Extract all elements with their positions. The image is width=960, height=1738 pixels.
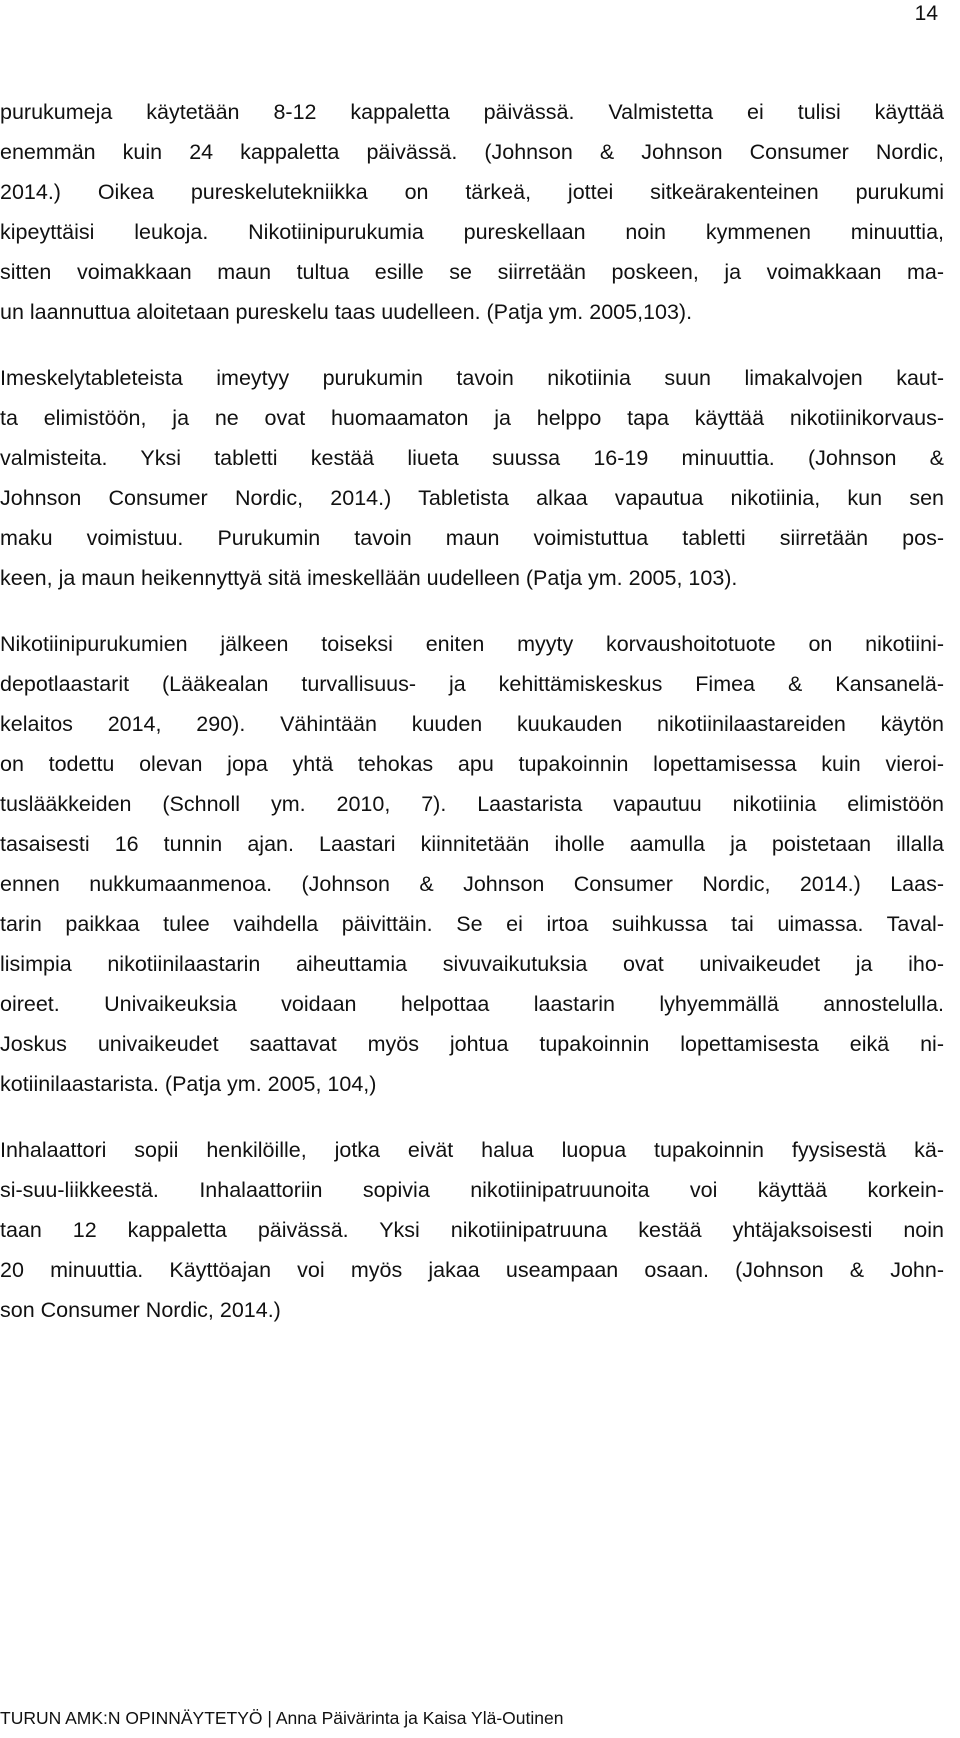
text-line: kipeyttäisi leukoja. Nikotiinipurukumia pureskellaan noin kymmenen minuuttia, (0, 220, 944, 244)
text-line: un laannuttua aloitetaan pureskelu taas uudelleen. (Patja ym. 2005,103). (0, 300, 693, 324)
text-line: oireet. Univaikeuksia voidaan helpottaa laastarin lyhyemmällä annostelulla. (0, 992, 944, 1016)
paragraph-patches (0, 624, 944, 1104)
paragraph-inhaler (0, 1130, 944, 1330)
text-line: Joskus univaikeudet saattavat myös johtua tupakoinnin lopettamisesta eikä ni- (0, 1032, 944, 1056)
text-line: ta elimistöön, ja ne ovat huomaamaton ja helppo tapa käyttää nikotiinikorvaus- (0, 406, 944, 430)
text-line: 20 minuuttia. Käyttöajan voi myös jakaa useampaan osaan. (Johnson & John- (0, 1258, 944, 1282)
text-line: on todettu olevan jopa yhtä tehokas apu tupakoinnin lopettamisessa kuin vieroi- (0, 752, 944, 776)
text-line: tasaisesti 16 tunnin ajan. Laastari kiinnitetään iholle aamulla ja poistetaan illalla (0, 832, 944, 856)
text-line: Johnson Consumer Nordic, 2014.) Tabletista alkaa vapautua nikotiinia, kun sen (0, 486, 944, 510)
text-line: valmisteita. Yksi tabletti kestää liueta suussa 16-19 minuuttia. (Johnson & (0, 446, 944, 470)
text-line: tarin paikkaa tulee vaihdella päivittäin. Se ei irtoa suihkussa tai uimassa. Taval- (0, 912, 944, 936)
text-line: enemmän kuin 24 kappaletta päivässä. (Johnson & Johnson Consumer Nordic, (0, 140, 944, 164)
text-line: kelaitos 2014, 290). Vähintään kuuden kuukauden nikotiinilaastareiden käytön (0, 712, 944, 736)
text-line: 2014.) Oikea pureskelutekniikka on tärkeä, jottei sitkeärakenteinen purukumi (0, 180, 944, 204)
body-text (0, 92, 944, 1356)
text-line: purukumeja käytetään 8-12 kappaletta päivässä. Valmistetta ei tulisi käyttää (0, 100, 944, 124)
text-line: keen, ja maun heikennyttyä sitä imeskellään uudelleen (Patja ym. 2005, 103). (0, 566, 738, 590)
text-line: tuslääkkeiden (Schnoll ym. 2010, 7). Laastarista vapautuu nikotiinia elimistöön (0, 792, 944, 816)
text-line: kotiinilaastarista. (Patja ym. 2005, 104,) (0, 1072, 377, 1096)
text-line: son Consumer Nordic, 2014.) (0, 1298, 281, 1322)
text-line: Inhalaattori sopii henkilöille, jotka eivät halua luopua tupakoinnin fyysisestä kä- (0, 1138, 944, 1162)
text-line: sitten voimakkaan maun tultua esille se siirretään poskeen, ja voimakkaan ma- (0, 260, 944, 284)
text-line: lisimpia nikotiinilaastarin aiheuttamia sivuvaikutuksia ovat univaikeudet ja iho- (0, 952, 944, 976)
footer: TURUN AMK:N OPINNÄYTETYÖ | Anna Päivärinta ja Kaisa Ylä-Outinen (0, 1708, 564, 1728)
paragraph-nicotine-gum (0, 92, 944, 332)
text-line: ennen nukkumaanmenoa. (Johnson & Johnson Consumer Nordic, 2014.) Laas- (0, 872, 944, 896)
text-line: Nikotiinipurukumien jälkeen toiseksi eniten myyty korvaushoitotuote on nikotiini- (0, 632, 944, 656)
text-line: Imeskelytableteista imeytyy purukumin tavoin nikotiinia suun limakalvojen kaut- (0, 366, 944, 390)
page-number: 14 (914, 2, 938, 25)
text-line: maku voimistuu. Purukumin tavoin maun voimistuttua tabletti siirretään pos- (0, 526, 944, 550)
text-line: si-suu-liikkeestä. Inhalaattoriin sopivia nikotiinipatruunoita voi käyttää korkein- (0, 1178, 944, 1202)
text-line: taan 12 kappaletta päivässä. Yksi nikotiinipatruuna kestää yhtäjaksoisesti noin (0, 1218, 944, 1242)
paragraph-lozenges (0, 358, 944, 598)
text-line: depotlaastarit (Lääkealan turvallisuus- ja kehittämiskeskus Fimea & Kansanelä- (0, 672, 944, 696)
